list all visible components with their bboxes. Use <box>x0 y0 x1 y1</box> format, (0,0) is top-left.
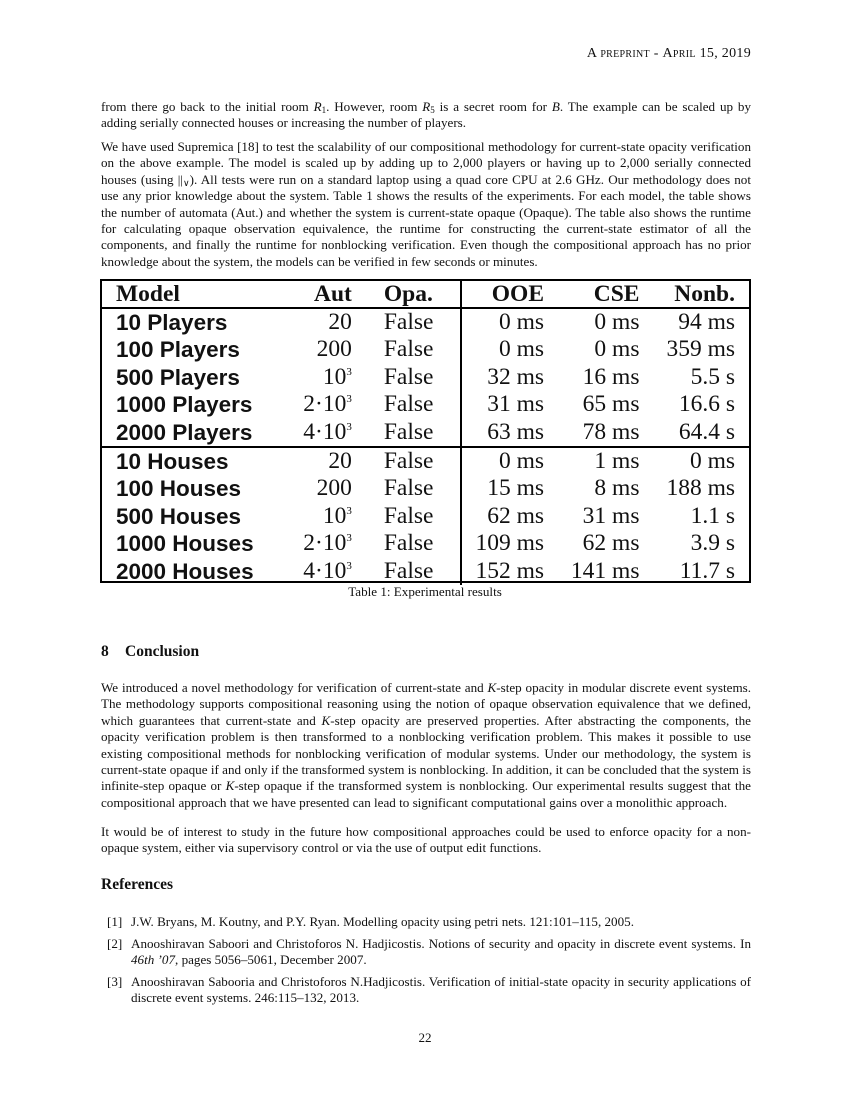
cell-nonb: 359 ms <box>666 336 735 363</box>
header-model: Model <box>102 281 294 308</box>
cell-model: 10 Players <box>116 310 228 335</box>
cell-cse: 0 ms <box>594 336 640 363</box>
reference-3 <box>101 974 751 1007</box>
table-row <box>102 503 749 530</box>
cell-ooe: 32 ms <box>461 364 558 391</box>
references-heading: References <box>101 876 174 893</box>
header-prefix: A preprint <box>586 46 650 61</box>
cell-aut: $4\cdot 10^3$ <box>303 557 352 584</box>
reference-text: J.W. Bryans, M. Koutny, and P.Y. Ryan. Modelling opacity using petri nets. 121:101–115, 2005. <box>131 914 634 929</box>
cell-opa: False <box>383 530 434 557</box>
cell-aut: $10^3$ <box>322 502 352 529</box>
header-ooe: OOE <box>461 281 558 308</box>
header-aut: Aut <box>294 281 366 308</box>
cell-cse: 8 ms <box>594 475 640 502</box>
cell-nonb: 16.6 s <box>678 391 735 418</box>
table-row <box>102 364 749 391</box>
cell-cse: 78 ms <box>582 418 640 445</box>
cell-cse: 31 ms <box>582 502 640 529</box>
cell-model: 2000 Houses <box>116 558 254 584</box>
table-row <box>102 419 749 447</box>
table-row <box>102 475 749 502</box>
cell-ooe: 109 ms <box>461 530 558 557</box>
table-row <box>102 530 749 557</box>
cell-aut: $10^3$ <box>322 363 352 390</box>
cell-model: 500 Houses <box>116 503 242 529</box>
cell-ooe: 31 ms <box>461 391 558 418</box>
conclusion-paragraph-1: We introduced a novel methodology for verification of current-state and K-step opacity in modular discrete event systems. The methodology supports compositional reasoning using the notion of opaque observation equivalence that we defined, which guarantees that current-state and K-step opacity are preserved properties. After abstracting the components, the opacity verification problem is then transformed to a nonblocking verification problem. This makes it possible to use existing compositional methods for nonblocking verification of modular systems. Under our methodology, the system is current-state opaque if and only if the transformed system is nonblocking. In addition, it can be concluded that the system is infinite-step opaque or K-step opaque if the transformed system is nonblocking. Our experimental results suggest that the compositional approach that we have presented can lead to significant computational gains over a monolithic approach. <box>101 680 751 810</box>
reference-text: Anooshiravan Sabooria and Christoforos N.Hadjicostis. Verification of initial-state opacity in security applications of discrete event systems. 246:115–132, 2013. <box>131 974 751 1006</box>
table-caption: Table 1: Experimental results <box>348 584 502 599</box>
section-number: 8 <box>101 643 109 660</box>
cell-ooe: 0 ms <box>461 308 558 336</box>
header-cse: CSE <box>558 281 653 308</box>
section-heading <box>101 643 199 661</box>
cell-cse: 1 ms <box>558 447 653 475</box>
cell-model: 100 Players <box>116 337 240 363</box>
cell-cse: 62 ms <box>582 530 640 557</box>
header-opa: Opa. <box>366 281 462 308</box>
cell-nonb: 188 ms <box>666 475 735 502</box>
cell-aut: $4\cdot 10^3$ <box>303 418 352 445</box>
table-row <box>102 447 749 475</box>
table-row <box>102 308 749 336</box>
cell-ooe: 0 ms <box>461 336 558 363</box>
table-row <box>102 391 749 418</box>
cell-cse: 141 ms <box>570 557 640 584</box>
cell-model: 500 Players <box>116 364 240 390</box>
cell-nonb: 11.7 s <box>679 557 735 584</box>
cell-aut: 200 <box>316 475 352 502</box>
header-date: April 15, 2019 <box>662 46 751 61</box>
cell-model: 10 Houses <box>102 447 294 475</box>
cell-opa: False <box>383 475 434 502</box>
cell-aut: 200 <box>316 336 352 363</box>
cell-cse: 0 ms <box>594 309 640 335</box>
cell-aut: $2\cdot 10^3$ <box>303 391 352 418</box>
running-header <box>587 46 751 62</box>
cell-opa: False <box>383 557 434 584</box>
cell-opa: False <box>383 418 434 445</box>
section-title-text: Conclusion <box>125 643 200 660</box>
cell-nonb: 3.9 s <box>690 530 735 557</box>
cell-ooe: 152 ms <box>461 558 558 585</box>
cell-aut: $2\cdot 10^3$ <box>303 530 352 557</box>
cell-model: 100 Houses <box>116 476 242 502</box>
table-row <box>102 558 749 585</box>
cell-model: 1000 Players <box>116 392 253 418</box>
reference-label: [2] <box>107 936 123 951</box>
cell-ooe: 0 ms <box>461 447 558 475</box>
cell-opa: False <box>383 502 434 529</box>
intro-paragraph-1: from there go back to the initial room $R_1$. However, room $R_5$ is a secret room for B. The example can be scaled up by adding serially connected houses or increasing the number of players. <box>101 99 751 131</box>
cell-opa: False <box>383 309 434 335</box>
cell-opa: False <box>383 363 434 390</box>
header-separator: - <box>649 46 663 61</box>
cell-nonb: 0 ms <box>653 447 749 475</box>
cell-opa: False <box>383 336 434 363</box>
cell-opa: False <box>383 391 434 418</box>
cell-model: 1000 Houses <box>116 531 254 557</box>
cell-model: 2000 Players <box>116 419 253 445</box>
intro-paragraph-2: We have used Supremica [18] to test the scalability of our compositional methodology for current-state opacity verification on the above example. The model is scaled up by adding up to 2,000 players or having up to 2,000 serially connected houses (using $||_\vee$). All tests were run on a standard laptop using a quad core CPU at 2.6 GHz. Our methodology does not use any prior knowledge about the system. Table 1 shows the results of the experiments. For each model, the table shows the number of automata (Aut.) and whether the system is current-state opaque (Opaque). The table also shows the runtime for calculating opaque observation equivalence, the runtime for constructing the current-state estimator of all the components, and finally the runtime for nonblocking verification. Even though the compositional approach has no prior knowledge about the system, the models can be verified in few seconds or minutes. <box>101 139 751 269</box>
conclusion-paragraph-2: It would be of interest to study in the future how compositional approaches could be used to enforce opacity for a non-opaque system, either via supervisory control or via the use of output edit functions. <box>101 824 751 856</box>
cell-ooe: 15 ms <box>461 475 558 502</box>
results-table <box>100 279 751 583</box>
cell-nonb: 64.4 s <box>678 418 735 445</box>
reference-label: [1] <box>107 914 123 929</box>
table-row <box>102 336 749 363</box>
cell-nonb: 1.1 s <box>690 502 735 529</box>
cell-cse: 16 ms <box>582 363 640 390</box>
cell-nonb: 5.5 s <box>690 363 735 390</box>
reference-text: Anooshiravan Saboori and Christoforos N. Hadjicostis. Notions of security and opacity in discrete event systems. In 46th ’07, pages 5056–5061, December 2007. <box>131 936 751 968</box>
header-nonb: Nonb. <box>653 281 749 308</box>
reference-2 <box>101 936 751 969</box>
cell-nonb: 94 ms <box>678 309 735 335</box>
cell-aut: 20 <box>328 309 352 335</box>
page-number: 22 <box>418 1030 432 1045</box>
reference-1 <box>101 914 751 930</box>
cell-ooe: 63 ms <box>461 419 558 447</box>
table-header-row <box>102 281 749 308</box>
cell-aut: 20 <box>294 447 366 475</box>
cell-ooe: 62 ms <box>461 503 558 530</box>
cell-opa: False <box>366 447 462 475</box>
reference-label: [3] <box>107 974 123 989</box>
cell-cse: 65 ms <box>582 391 640 418</box>
